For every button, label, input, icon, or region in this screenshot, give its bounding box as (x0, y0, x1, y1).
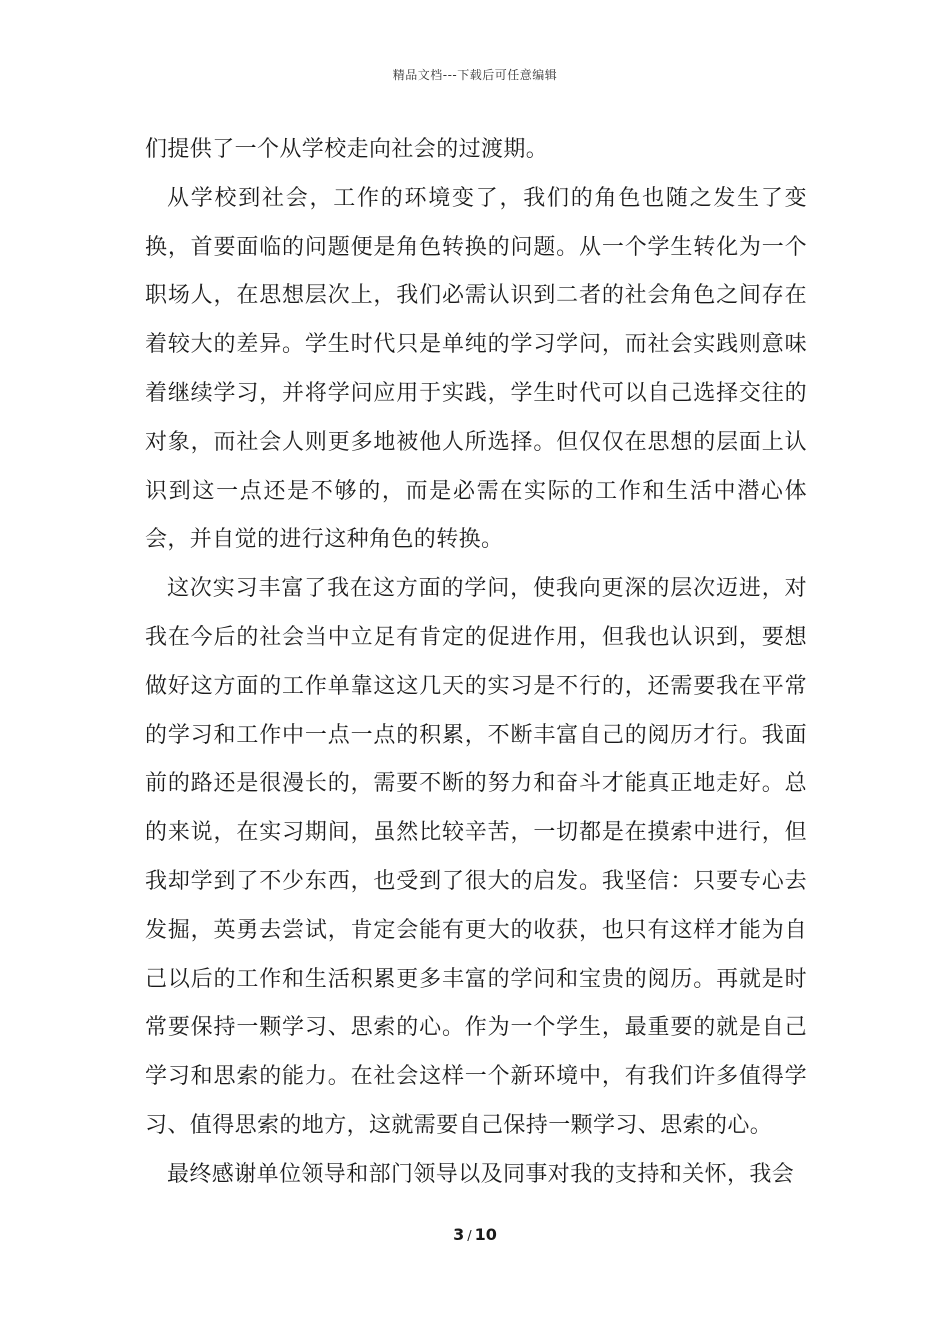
page-header (0, 66, 950, 83)
header-text: 精品文档---下载后可任意编辑 (392, 68, 558, 82)
page-number-total: 10 (474, 1225, 497, 1244)
paragraph-3: 这次实习丰富了我在这方面的学问，使我向更深的层次迈进，对我在今后的社会当中立足有肯定的促进作用，但我也认识到，要想做好这方面的工作单靠这这几天的实习是不行的，还需要我在平常的学习和工作中一点一点的积累，不断丰富自己的阅历才行。我面前的路还是很漫长的，需要不断的努力和奋斗才能真正地走好。总的来说，在实习期间，虽然比较辛苦，一切都是在摸索中进行，但我却学到了不少东西，也受到了很大的启发。我坚信：只要专心去发掘，英勇去尝试，肯定会能有更大的收获，也只有这样才能为自己以后的工作和生活积累更多丰富的学问和宝贵的阅历。再就是时常要保持一颗学习、思索的心。作为一个学生，最重要的就是自己学习和思索的能力。在社会这样一个新环境中，有我们许多值得学习、值得思索的地方，这就需要自己保持一颗学习、思索的心。 (145, 576, 807, 1138)
page-number-current: 3 (453, 1225, 465, 1244)
page-number-separator: / (467, 1229, 472, 1244)
paragraph-1: 们提供了一个从学校走向社会的过渡期。 (145, 137, 549, 162)
paragraph-4: 最终感谢单位领导和部门领导以及同事对我的支持和关怀，我会 (167, 1161, 795, 1187)
paragraph-2: 从学校到社会，工作的环境变了，我们的角色也随之发生了变换，首要面临的问题便是角色转换的问题。从一个学生转化为一个职场人，在思想层次上，我们必需认识到二者的社会角色之间存在着较大的差异。学生时代只是单纯的学习学问，而社会实践则意味着继续学习，并将学问应用于实践，学生时代可以自己选择交往的对象，而社会人则更多地被他人所选择。但仅仅在思想的层面上认识到这一点还是不够的，而是必需在实际的工作和生活中潜心体会，并自觉的进行这种角色的转换。 (145, 185, 807, 553)
page-footer (0, 1225, 950, 1244)
document-body (145, 126, 807, 1200)
